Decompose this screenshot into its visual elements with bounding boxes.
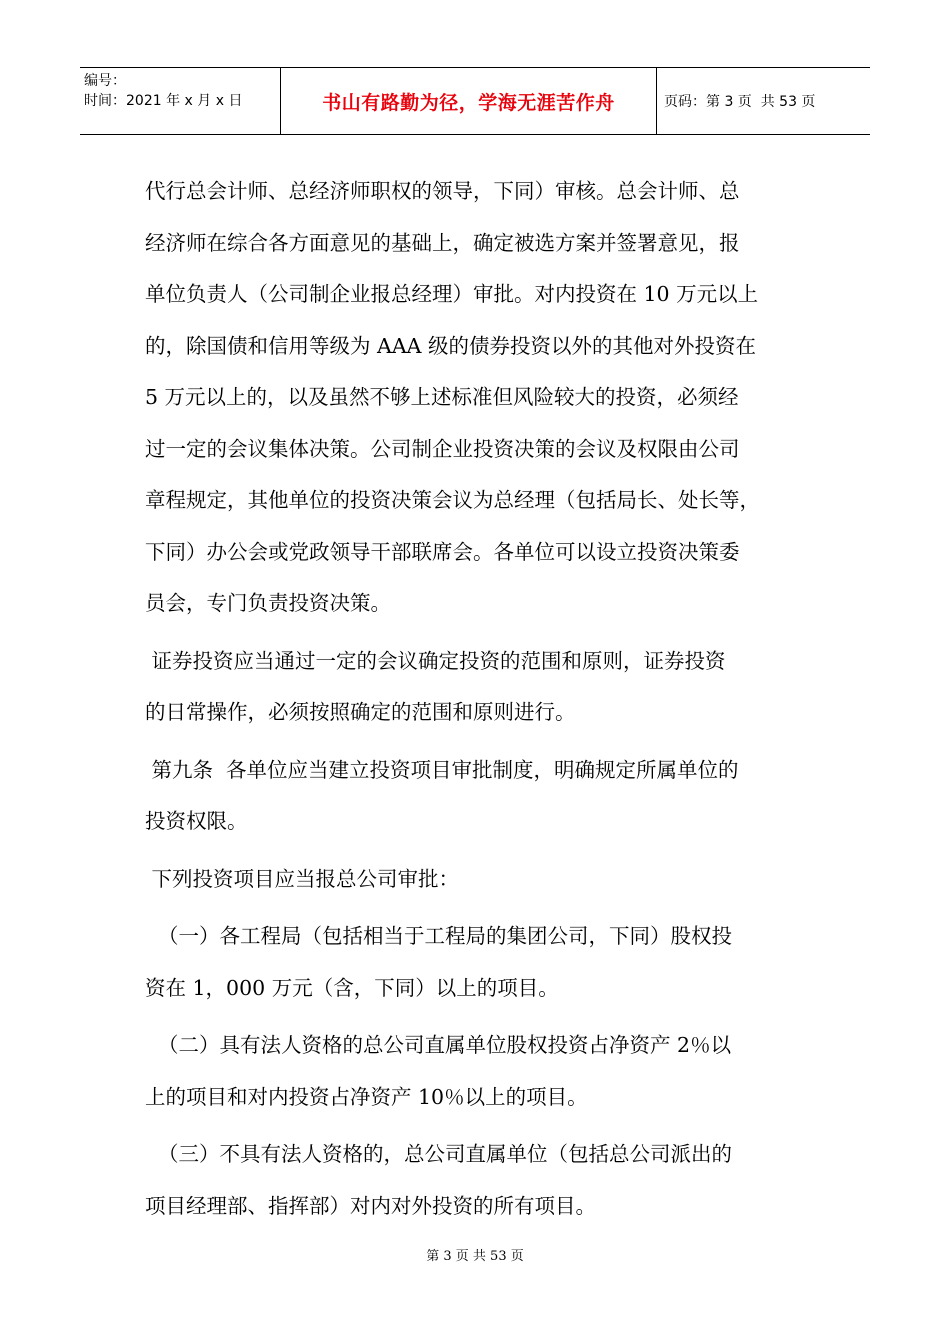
body-line: 上的项目和对内投资占净资产 10％以上的项目。 (145, 1084, 588, 1109)
page-header (80, 67, 870, 135)
document-time: 时间：2021 年 x 月 x 日 (84, 93, 243, 109)
body-line: （一）各工程局（包括相当于工程局的集团公司，下同）股权投 (145, 924, 733, 948)
header-meta (80, 68, 281, 134)
body-line: 代行总会计师、总经济师职权的领导，下同）审核。总会计师、总 (145, 179, 740, 203)
body-line: 经济师在综合各方面意见的基础上，确定被选方案并签署意见，报 (145, 230, 740, 255)
body-line: 第九条 各单位应当建立投资项目审批制度，明确规定所属单位的 (145, 757, 739, 782)
body-line: 章程规定，其他单位的投资决策会议为总经理（包括局长、处长等， (145, 488, 760, 512)
body-line: （二）具有法人资格的总公司直属单位股权投资占净资产 2％以 (145, 1033, 732, 1057)
header-motto: 书山有路勤为径，学海无涯苦作舟 (281, 68, 657, 134)
page-footer: 第 3 页 共 53 页 (426, 1249, 524, 1264)
body-line: 投资权限。 (145, 809, 248, 833)
body-line: 的，除国债和信用等级为 AAA 级的债券投资以外的其他对外投资在 (145, 333, 756, 358)
body-line: 证券投资应当通过一定的会议确定投资的范围和原则，证券投资 (145, 648, 726, 673)
document-body (145, 166, 810, 1232)
body-line: 下列投资项目应当报总公司审批： (145, 866, 460, 891)
body-line: 的日常操作，必须按照确定的范围和原则进行。 (145, 700, 576, 724)
body-line: 项目经理部、指挥部）对内对外投资的所有项目。 (145, 1193, 596, 1218)
body-line: 过一定的会议集体决策。公司制企业投资决策的会议及权限由公司 (145, 436, 740, 461)
body-line: 5 万元以上的，以及虽然不够上述标准但风险较大的投资，必须经 (145, 385, 739, 409)
body-line: 员会，专门负责投资决策。 (145, 591, 391, 615)
header-page-info: 页码：第 3 页 共 53 页 (664, 94, 816, 110)
document-number: 编号： (84, 73, 126, 89)
body-line: （三）不具有法人资格的，总公司直属单位（包括总公司派出的 (145, 1142, 733, 1166)
body-line: 资在 1，000 万元（含，下同）以上的项目。 (145, 975, 559, 1000)
body-line: 单位负责人（公司制企业报总经理）审批。对内投资在 10 万元以上 (145, 282, 759, 306)
body-line: 下同）办公会或党政领导干部联席会。各单位可以设立投资决策委 (145, 539, 740, 564)
